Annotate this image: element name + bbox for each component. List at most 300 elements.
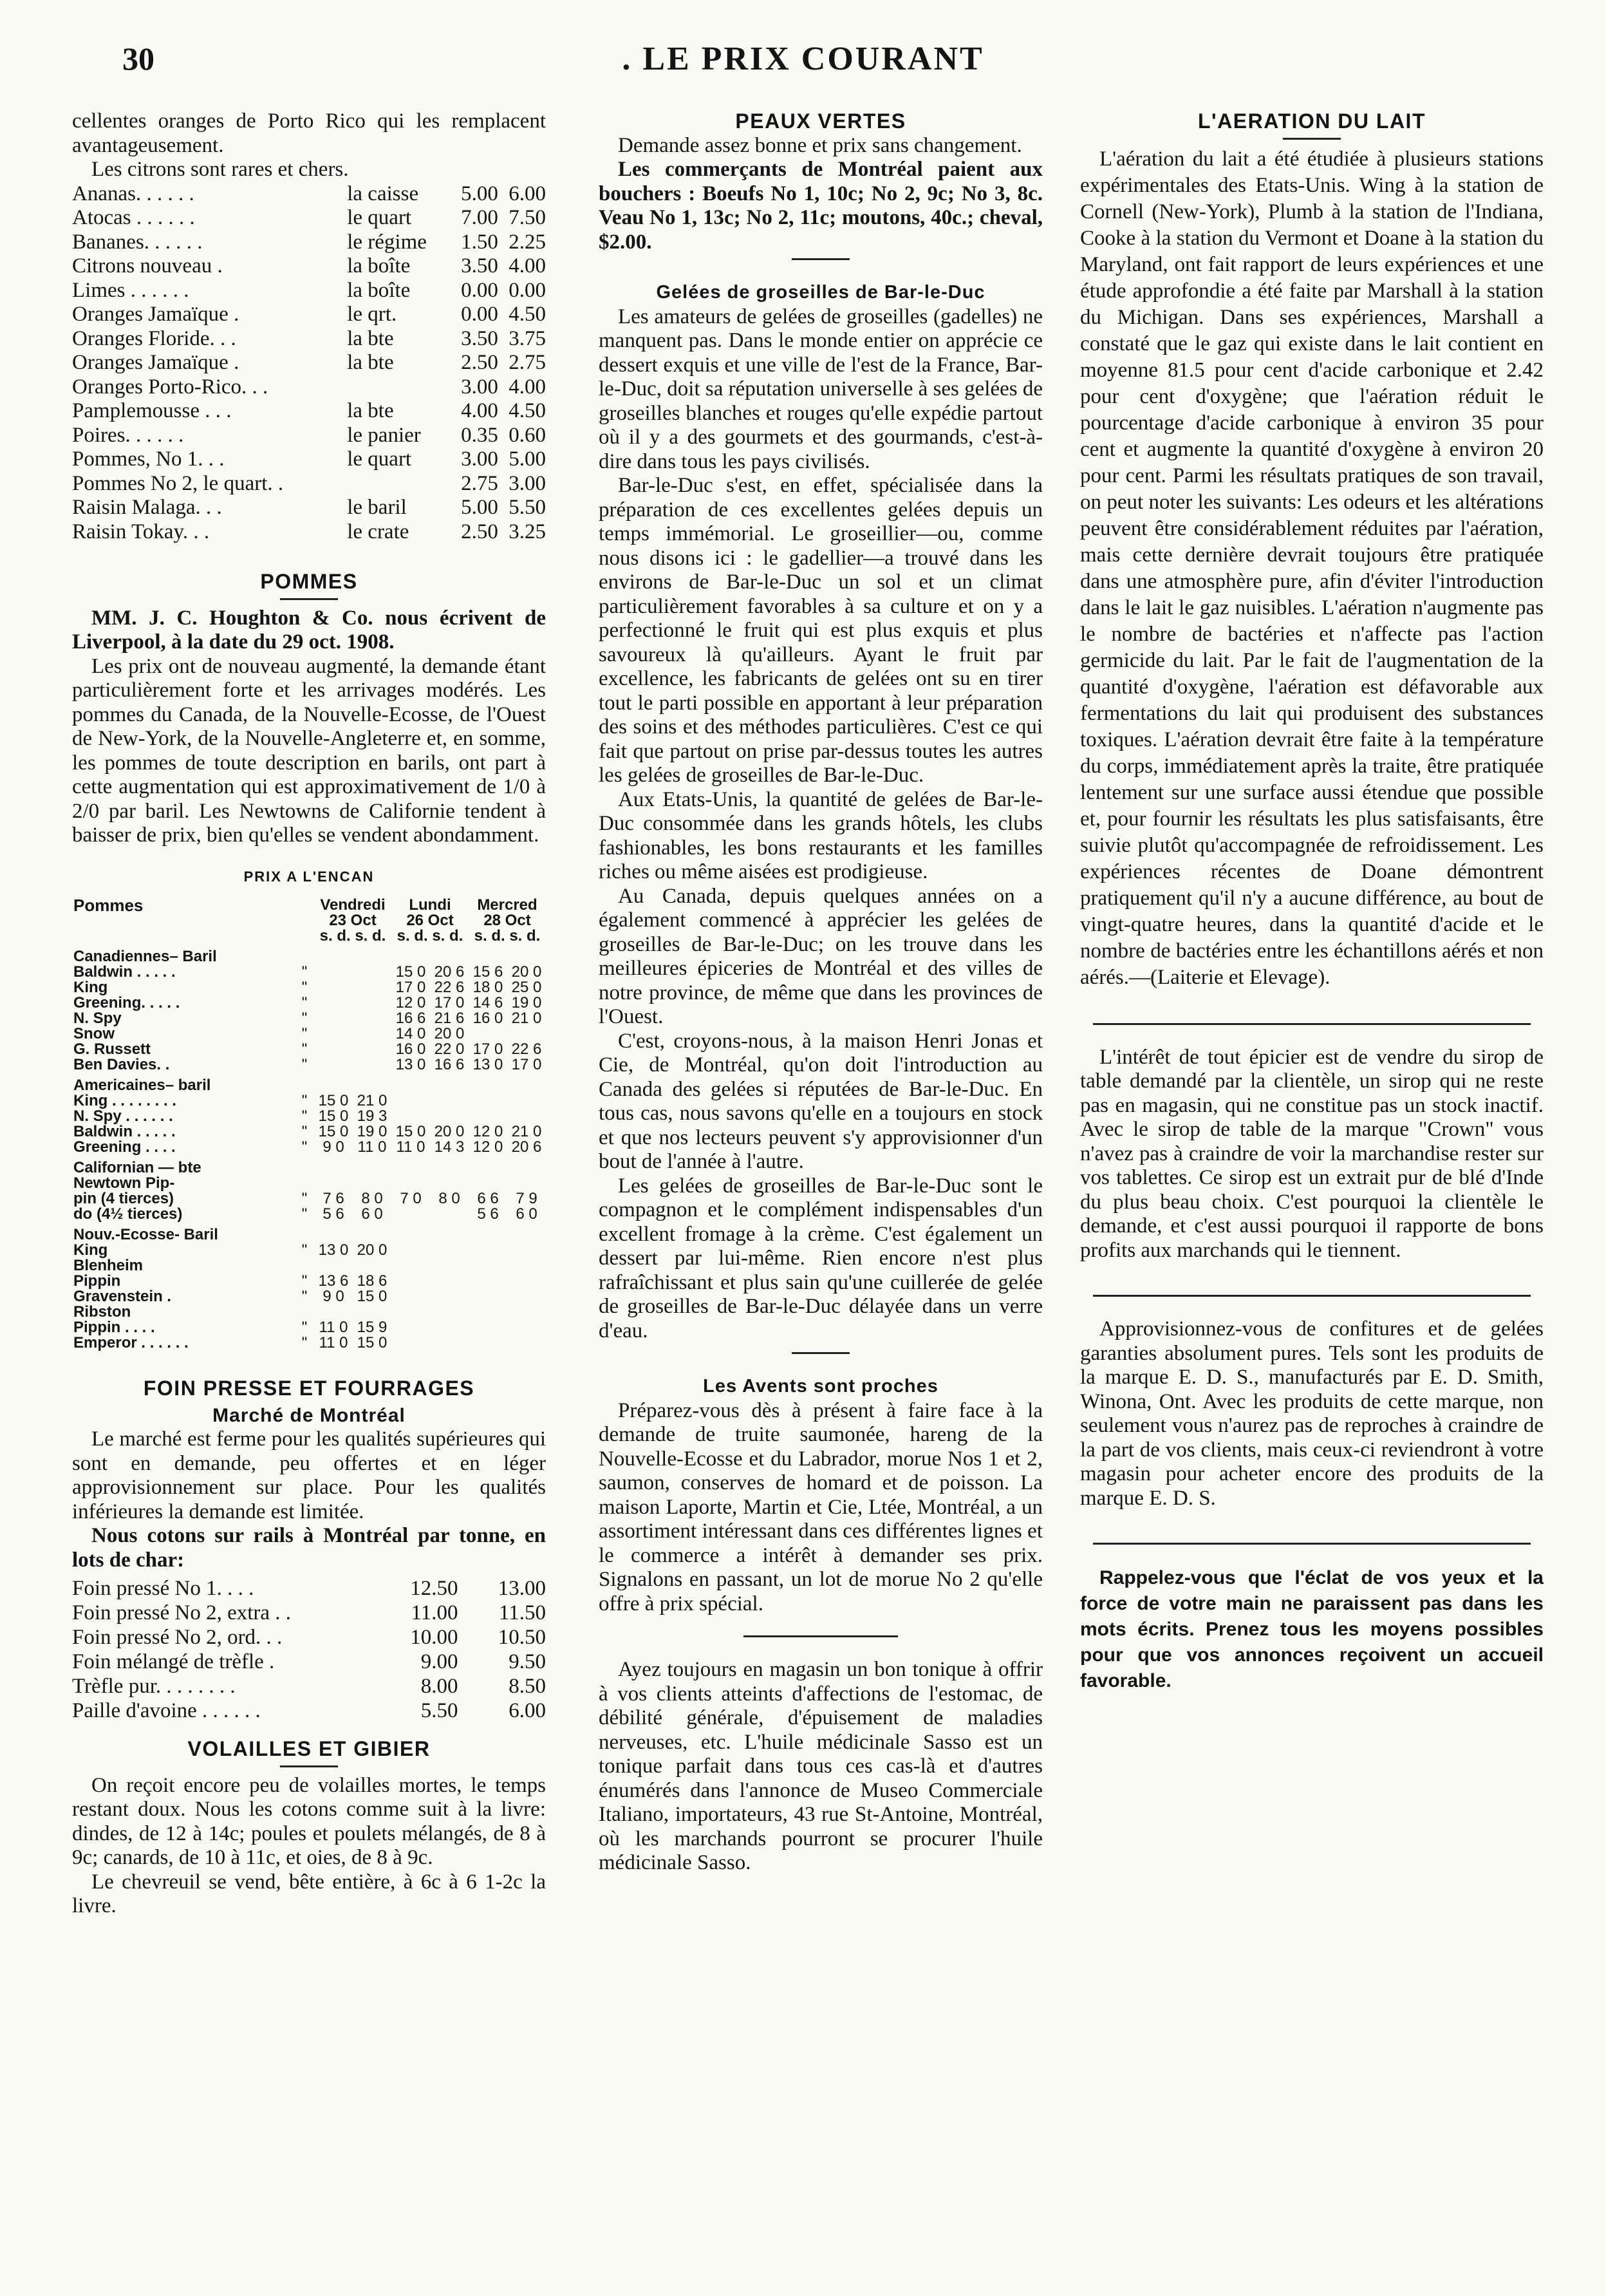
auction-price bbox=[507, 1109, 546, 1124]
fruit-name: Raisin Tokay. . . bbox=[72, 520, 210, 543]
spacer bbox=[72, 913, 295, 928]
foin-paragraph: Le marché est ferme pour les qualités supérieures qui sont en demande, peu offertes et en léger approvisionnement sur place. Pour les qualités inférieures la demande est limitée. bbox=[72, 1427, 546, 1523]
foin-name: Foin pressé No 1. . . . bbox=[72, 1577, 254, 1600]
table-row bbox=[72, 1274, 546, 1289]
avents-paragraph: Préparez-vous dès à présent à faire face à la demande de truite saumonée, hareng de la Nouvelle-Ecosse et du Labrador, morue Nos 1 et 2, saumon, conserves de homard et de poisson. La maison Laporte, Martin et Cie, Ltée, Montréal, a un assortiment intéressant dans ces différentes lignes et le commerce a intérêt à demander ses prix. Signalons en passant, un lot de morue No 2 qu'elle offre à prix spécial. bbox=[599, 1398, 1043, 1615]
price-low: 4.00 bbox=[461, 399, 498, 422]
gelees-paragraph: Au Canada, depuis quelques années on a également commencé à apprécier les gelées de groseilles de Bar-le-Duc; on les trouve dans les meilleures épiceries de Montréal et des villes de notre province, de même que dans les provinces de l'Ouest. bbox=[599, 884, 1043, 1028]
fruit-name: Pamplemousse . . . bbox=[72, 399, 232, 422]
ditto-mark: " bbox=[301, 979, 308, 996]
table-row bbox=[72, 1176, 546, 1191]
auction-price: 20 0 bbox=[434, 1025, 465, 1042]
page-title: . LE PRIX COURANT bbox=[622, 41, 984, 77]
auction-price: 5 6 bbox=[322, 1205, 344, 1223]
fruit-unit: la bte bbox=[347, 351, 394, 374]
auction-price: 15 0 bbox=[318, 1092, 349, 1109]
table-header-row bbox=[72, 928, 546, 944]
auction-price: 19 0 bbox=[357, 1123, 387, 1140]
auction-price bbox=[507, 1335, 546, 1351]
auction-price bbox=[314, 965, 353, 980]
ditto-mark: " bbox=[301, 1190, 308, 1207]
auction-price bbox=[469, 1274, 507, 1289]
price-low: 5.00 bbox=[461, 496, 498, 519]
ditto-mark: " bbox=[301, 1272, 308, 1290]
section-rule bbox=[1283, 138, 1341, 140]
auction-price-table bbox=[72, 898, 546, 1351]
price-low: 5.00 bbox=[461, 182, 498, 205]
column-header: Lundi bbox=[409, 896, 451, 914]
auction-price bbox=[430, 1289, 469, 1304]
table-row bbox=[72, 351, 546, 375]
table-row bbox=[72, 965, 546, 980]
page-header bbox=[0, 40, 1606, 85]
auction-price bbox=[507, 1243, 546, 1258]
auction-price: 15 0 bbox=[318, 1123, 349, 1140]
price-high: 0.60 bbox=[509, 423, 546, 447]
auction-price: 20 0 bbox=[357, 1241, 387, 1259]
auction-price: 12 0 bbox=[472, 1138, 503, 1156]
auction-price bbox=[314, 1042, 353, 1057]
auction-price: 21 0 bbox=[511, 1010, 542, 1027]
intro-paragraph: cellentes oranges de Porto Rico qui les remplacent avantageusement. bbox=[72, 109, 546, 157]
auction-price bbox=[507, 1176, 546, 1191]
price-low: 0.00 bbox=[461, 278, 498, 302]
auction-price bbox=[430, 1320, 469, 1335]
section-rule bbox=[743, 1635, 898, 1637]
auction-price: 15 0 bbox=[357, 1288, 387, 1305]
auction-price: 16 6 bbox=[434, 1056, 465, 1073]
auction-price: 21 0 bbox=[511, 1123, 542, 1140]
auction-price bbox=[353, 1258, 391, 1274]
foin-paragraph: Nous cotons sur rails à Montréal par tonne, en lots de char: bbox=[72, 1524, 546, 1572]
auction-price bbox=[469, 1304, 507, 1320]
avents-heading: Les Avents sont proches bbox=[703, 1376, 938, 1397]
price-low: 11.00 bbox=[411, 1601, 458, 1624]
apple-variety: Greening . . . . bbox=[73, 1138, 176, 1156]
volailles-paragraph: Le chevreuil se vend, bête entière, à 6c à 6 1-2c la livre. bbox=[72, 1870, 546, 1917]
column-unit: s. d. s. d. bbox=[319, 927, 386, 945]
gelees-heading: Gelées de groseilles de Bar-le-Duc bbox=[656, 282, 985, 303]
group-row bbox=[72, 1155, 546, 1176]
table-row bbox=[72, 1140, 546, 1155]
table-row bbox=[72, 231, 546, 255]
table-row bbox=[72, 1124, 546, 1140]
auction-price bbox=[430, 1304, 469, 1320]
auction-price bbox=[507, 1289, 546, 1304]
apple-variety: Baldwin . . . . . bbox=[73, 1123, 176, 1140]
section-rule bbox=[792, 1352, 850, 1354]
auction-price: 11 0 bbox=[396, 1138, 425, 1156]
auction-price bbox=[353, 1042, 391, 1057]
fruit-unit: le baril bbox=[347, 496, 407, 519]
pommes-paragraph: MM. J. C. Houghton & Co. nous écrivent de Liverpool, à la date du 29 oct. 1908. bbox=[72, 606, 546, 654]
table-row bbox=[72, 1625, 546, 1650]
auction-price bbox=[391, 1274, 430, 1289]
auction-price: 7 0 bbox=[400, 1190, 422, 1207]
sirop-paragraph: L'intérêt de tout épicier est de vendre du sirop de table demandé par la clientèle, un sirop qui ne reste pas en magasin, qui ne constitue pas un stock inactif. Avec le sirop de table de la marque "Crown" vous n'avez pas à craindre de voir la marchandise rester sur vos tablettes. Ce sirop est un extrait pur de blé d'Inde du plus beau choix. C'est pourquoi la clientèle le demande, et c'est aussi pourquoi il rapporte de bons profits aux marchands qui le tiennent. bbox=[1080, 1045, 1544, 1262]
apple-variety: G. Russett bbox=[73, 1040, 151, 1058]
fruit-name: Pommes No 2, le quart. . bbox=[72, 471, 284, 495]
auction-price: 15 9 bbox=[357, 1319, 387, 1336]
fruit-unit: le régime bbox=[347, 230, 427, 254]
auction-price: 20 0 bbox=[511, 963, 542, 981]
auction-price: 18 0 bbox=[472, 979, 503, 996]
ditto-mark: " bbox=[301, 1288, 308, 1305]
price-low: 3.00 bbox=[461, 375, 498, 399]
table-header-row bbox=[72, 898, 546, 913]
column-date: 26 Oct bbox=[406, 912, 454, 929]
price-low: 2.50 bbox=[461, 520, 498, 543]
auction-price bbox=[391, 1207, 430, 1222]
fruit-name: Oranges Jamaïque . bbox=[72, 303, 239, 326]
auction-price bbox=[353, 1057, 391, 1073]
price-high: 5.00 bbox=[509, 447, 546, 471]
section-rule bbox=[280, 1765, 338, 1767]
spacer bbox=[72, 928, 295, 944]
auction-price: 17 0 bbox=[511, 1056, 542, 1073]
auction-price bbox=[391, 1243, 430, 1258]
auction-price bbox=[430, 1176, 469, 1191]
section-rule bbox=[792, 258, 850, 260]
auction-price bbox=[430, 1109, 469, 1124]
apple-variety: do (4½ tierces) bbox=[73, 1205, 183, 1223]
auction-price bbox=[469, 1335, 507, 1351]
auction-price: 20 0 bbox=[434, 1123, 465, 1140]
table-row bbox=[72, 1191, 546, 1207]
spacer bbox=[295, 898, 314, 913]
auction-price bbox=[430, 1335, 469, 1351]
foin-subheading: Marché de Montréal bbox=[212, 1404, 406, 1426]
ditto-mark: " bbox=[301, 1040, 308, 1058]
table-row bbox=[72, 995, 546, 1011]
table-row bbox=[72, 206, 546, 231]
column-1 bbox=[72, 109, 546, 1919]
price-low: 3.50 bbox=[461, 326, 498, 350]
fruit-name: Oranges Floride. . . bbox=[72, 326, 236, 350]
peaux-heading: PEAUX VERTES bbox=[735, 109, 906, 133]
section-rule bbox=[1093, 1023, 1531, 1025]
fruit-unit: le quart bbox=[347, 447, 412, 471]
auction-price: 20 6 bbox=[511, 1138, 542, 1156]
price-high: 3.00 bbox=[509, 471, 546, 495]
pommes-paragraph: Les prix ont de nouveau augmenté, la demande étant particulièrement forte et les arrivages modérés. Les pommes du Canada, de la Nouvelle-Ecosse, de l'Ouest de New-York, de la Nouvelle-Angleterre et, en somme, les pommes de toute description en barils, ont part à cette augmentation qui est approximativement de 1/0 à 2/0 par baril. Les Newtowns de Californie tendent à baisser de prix, bien qu'elles se vendent abondamment. bbox=[72, 654, 546, 847]
apple-variety: Pippin . . . . bbox=[73, 1319, 155, 1336]
table-row bbox=[72, 1601, 546, 1625]
apple-variety: King bbox=[73, 1241, 108, 1259]
auction-price: 13 0 bbox=[472, 1056, 503, 1073]
price-high: 4.00 bbox=[509, 375, 546, 399]
auction-price: 15 0 bbox=[318, 1107, 349, 1125]
fruit-price-table bbox=[72, 182, 546, 545]
table-row bbox=[72, 399, 546, 424]
table-row bbox=[72, 1207, 546, 1222]
auction-price bbox=[314, 1026, 353, 1042]
auction-price: 11 0 bbox=[357, 1138, 387, 1156]
auction-price bbox=[507, 1258, 546, 1274]
table-row bbox=[72, 327, 546, 352]
price-low: 5.50 bbox=[420, 1699, 458, 1722]
column-unit: s. d. s. d. bbox=[397, 927, 463, 945]
auction-price bbox=[391, 1109, 430, 1124]
auction-price bbox=[469, 1289, 507, 1304]
auction-price bbox=[430, 1274, 469, 1289]
auction-price: 15 0 bbox=[395, 1123, 426, 1140]
foin-name: Foin pressé No 2, extra . . bbox=[72, 1601, 292, 1624]
auction-price bbox=[430, 1207, 469, 1222]
auction-price: 17 0 bbox=[395, 979, 426, 996]
auction-price bbox=[314, 1304, 353, 1320]
auction-price bbox=[469, 1093, 507, 1109]
section-rule bbox=[1093, 1295, 1531, 1297]
auction-price bbox=[430, 1243, 469, 1258]
column-header: Vendredi bbox=[320, 896, 386, 914]
price-low: 1.50 bbox=[461, 230, 498, 254]
column-header: Pommes bbox=[73, 896, 144, 915]
auction-price bbox=[391, 1093, 430, 1109]
auction-price bbox=[314, 980, 353, 995]
group-title: Canadiennes– Baril bbox=[73, 948, 217, 965]
price-high: 9.50 bbox=[509, 1650, 546, 1673]
auction-price: 22 6 bbox=[434, 979, 465, 996]
aeration-paragraph: L'aération du lait a été étudiée à plusieurs stations expérimentales des Etats-Unis. Wing à la station de Cornell (New-York), Plumb à la station de l'Indiana, Cooke à la station du Vermont et Doane à la station du Maryland, ont fait rapport de leurs expériences et une étude approfondie a été faite par Marshall à la station du Michigan. Dans ses expériences, Marshall a constaté que le gaz qui existe dans le lait contient en moyenne 81.5 pour cent d'acide carbonique et 2.42 pour cent d'oxygène; que l'aération réduit le pourcentage d'acide carbonique à environ 35 pour cent et augmente la quantité d'oxygène à environ 20 pour cent. Parmi les résultats pratiques de son travail, on peut noter les suivants: Les odeurs et les altérations peuvent être considérablement réduites par l'aération, mais cette dernière devrait toujours être pratiquée dans une atmosphère pure, afin d'éviter l'introduction dans le lait le gaz nuisibles. L'aération n'augmente pas le nombre de bactéries et n'affecte pas l'action germicide du lait. Par le fait de l'augmentation de la quantité d'oxygène, l'aération est défavorable aux fermentations du lait qui produisent des substances toxiques. L'aération devrait être faite à la température du corps, immédiatement après la traite, être pratiquée lentement sur une surface aussi étendue que possible et, pour fournir les résultats les plus satisfaisants, être suivie plutôt qu'accompagnée de refroidissement. Les expériences récentes de Doane démontrent pratiquement qu'il n'y a aucune différence, au bout de vingt-quatre heures, dans la quantité d'acide et le nombre de bactéries entre les échantillons aérés et non aérés.—(Laiterie et Elevage). bbox=[1080, 147, 1544, 989]
foin-name: Trèfle pur. . . . . . . . bbox=[72, 1675, 236, 1698]
price-high: 0.00 bbox=[509, 278, 546, 302]
price-high: 2.75 bbox=[509, 351, 546, 374]
spacer bbox=[295, 928, 314, 944]
fruit-unit: le qrt. bbox=[347, 303, 397, 326]
apple-variety: Blenheim bbox=[73, 1257, 144, 1274]
table-row bbox=[72, 1057, 546, 1073]
pommes-heading: POMMES bbox=[260, 570, 358, 593]
auction-price bbox=[391, 1304, 430, 1320]
auction-price bbox=[507, 1026, 546, 1042]
auction-price: 11 0 bbox=[319, 1334, 348, 1351]
fruit-unit bbox=[343, 472, 450, 496]
foin-name: Foin mélangé de trèfle . bbox=[72, 1650, 275, 1673]
ditto-mark: " bbox=[301, 1319, 308, 1336]
auction-price: 20 6 bbox=[434, 963, 465, 981]
final-notice: Rappelez-vous que l'éclat de vos yeux et la force de votre main ne paraissent pas dans les mots écrits. Prenez tous les moyens possibles pour que vos annonces reçoivent un accueil favorable. bbox=[1080, 1567, 1544, 1691]
ditto-mark: " bbox=[301, 1123, 308, 1140]
auction-price: 6 0 bbox=[361, 1205, 383, 1223]
auction-price bbox=[353, 1011, 391, 1026]
ditto-mark bbox=[295, 1176, 314, 1191]
fruit-unit: la caisse bbox=[347, 182, 419, 205]
auction-price: 14 0 bbox=[395, 1025, 426, 1042]
fruit-name: Poires. . . . . . bbox=[72, 423, 184, 447]
auction-price: 22 6 bbox=[511, 1040, 542, 1058]
ditto-mark: " bbox=[301, 1056, 308, 1073]
apple-variety: Ben Davies. . bbox=[73, 1056, 170, 1073]
table-row bbox=[72, 1258, 546, 1274]
ditto-mark bbox=[295, 1258, 314, 1274]
auction-price bbox=[353, 980, 391, 995]
auction-price: 9 0 bbox=[322, 1288, 344, 1305]
price-high: 4.00 bbox=[509, 254, 546, 278]
auction-price: 15 0 bbox=[357, 1334, 387, 1351]
auction-price bbox=[391, 1289, 430, 1304]
apple-variety: King bbox=[73, 979, 108, 996]
fruit-name: Oranges Porto-Rico. . . bbox=[72, 375, 268, 399]
auction-price: 15 6 bbox=[472, 963, 503, 981]
auction-price: 25 0 bbox=[511, 979, 542, 996]
price-low: 7.00 bbox=[461, 206, 498, 229]
price-low: 2.75 bbox=[461, 471, 498, 495]
table-row bbox=[72, 496, 546, 520]
auction-price bbox=[469, 1258, 507, 1274]
apple-variety: King . . . . . . . . bbox=[73, 1092, 177, 1109]
column-header: Mercred bbox=[477, 896, 537, 914]
fruit-unit: le panier bbox=[347, 423, 421, 447]
auction-price bbox=[507, 1093, 546, 1109]
auction-price bbox=[353, 995, 391, 1011]
auction-price bbox=[314, 1057, 353, 1073]
auction-price bbox=[353, 1176, 391, 1191]
ditto-mark: " bbox=[301, 1334, 308, 1351]
auction-price: 14 3 bbox=[434, 1138, 465, 1156]
table-row bbox=[72, 1320, 546, 1335]
apple-variety: N. Spy . . . . . . bbox=[73, 1107, 173, 1125]
encan-heading: PRIX A L'ENCAN bbox=[243, 868, 375, 885]
table-row bbox=[72, 279, 546, 303]
price-low: 12.50 bbox=[410, 1577, 458, 1600]
table-row bbox=[72, 447, 546, 472]
ditto-mark: " bbox=[301, 1138, 308, 1156]
fruit-name: Oranges Jamaïque . bbox=[72, 351, 239, 374]
auction-price bbox=[314, 995, 353, 1011]
table-row bbox=[72, 254, 546, 279]
auction-price: 6 6 bbox=[477, 1190, 499, 1207]
fruit-unit bbox=[343, 375, 450, 400]
auction-price: 17 0 bbox=[434, 994, 465, 1012]
auction-price: 8 0 bbox=[438, 1190, 460, 1207]
price-high: 11.50 bbox=[498, 1601, 546, 1624]
auction-price: 19 3 bbox=[357, 1107, 387, 1125]
auction-price: 13 0 bbox=[395, 1056, 426, 1073]
auction-price: 9 0 bbox=[322, 1138, 344, 1156]
apple-variety: Pippin bbox=[73, 1272, 121, 1290]
column-unit: s. d. s. d. bbox=[474, 927, 541, 945]
apple-variety: Snow bbox=[73, 1025, 115, 1042]
auction-price bbox=[314, 1258, 353, 1274]
volailles-paragraph: On reçoit encore peu de volailles mortes, le temps restant doux. Nous les cotons comme suit à la livre: dindes, de 12 à 14c; poules et poulets mélangés, de 8 à 9c; canards, de 10 à 11c, et oies, de 8 à 9c. bbox=[72, 1773, 546, 1869]
aeration-heading: L'AERATION DU LAIT bbox=[1198, 109, 1426, 133]
price-high: 6.00 bbox=[509, 1699, 546, 1722]
ditto-mark: " bbox=[301, 1010, 308, 1027]
fruit-unit: la boîte bbox=[347, 254, 411, 278]
volailles-heading: VOLAILLES ET GIBIER bbox=[187, 1737, 431, 1760]
auction-price bbox=[507, 1304, 546, 1320]
table-row bbox=[72, 1576, 546, 1601]
ditto-mark: " bbox=[301, 1205, 308, 1223]
ditto-mark: " bbox=[301, 994, 308, 1012]
table-row bbox=[72, 1093, 546, 1109]
foin-price-table bbox=[72, 1576, 546, 1723]
ditto-mark bbox=[295, 1304, 314, 1320]
price-high: 2.25 bbox=[509, 230, 546, 254]
auction-price: 13 0 bbox=[318, 1241, 349, 1259]
price-high: 6.00 bbox=[509, 182, 546, 205]
auction-price bbox=[353, 1026, 391, 1042]
group-title: Americaines– baril bbox=[73, 1077, 211, 1094]
auction-price bbox=[391, 1320, 430, 1335]
auction-price: 18 6 bbox=[357, 1272, 387, 1290]
auction-price: 16 0 bbox=[472, 1010, 503, 1027]
gelees-paragraph: Les amateurs de gelées de groseilles (gadelles) ne manquent pas. Dans le monde entier on apprécie ce dessert exquis et une ville de l'est de la France, Bar-le-Duc, doit sa réputation universelle à ses gelées de groseilles blanches et rouges qu'elle expédie partout où il y a des gourmets et des gourmands, c'est-à-dire dans tous les pays civilisés. bbox=[599, 305, 1043, 473]
auction-price bbox=[469, 1176, 507, 1191]
column-3 bbox=[1080, 109, 1544, 1694]
table-row bbox=[72, 182, 546, 207]
table-header-row bbox=[72, 913, 546, 928]
group-row bbox=[72, 1222, 546, 1243]
price-high: 3.25 bbox=[509, 520, 546, 543]
fruit-name: Bananes. . . . . . bbox=[72, 230, 203, 254]
auction-price bbox=[314, 1011, 353, 1026]
auction-price: 17 0 bbox=[472, 1040, 503, 1058]
auction-price bbox=[314, 1176, 353, 1191]
table-row bbox=[72, 1650, 546, 1674]
auction-price: 16 0 bbox=[395, 1040, 426, 1058]
table-row bbox=[72, 1011, 546, 1026]
peaux-paragraph: Demande assez bonne et prix sans changement. bbox=[618, 133, 1022, 157]
auction-price: 7 6 bbox=[322, 1190, 344, 1207]
apple-variety: Ribston bbox=[73, 1303, 131, 1321]
price-high: 5.50 bbox=[509, 496, 546, 519]
group-row bbox=[72, 1073, 546, 1093]
auction-price: 21 6 bbox=[434, 1010, 465, 1027]
fruit-name: Pommes, No 1. . . bbox=[72, 447, 225, 471]
price-low: 9.00 bbox=[420, 1650, 458, 1673]
table-row bbox=[72, 1042, 546, 1057]
auction-price bbox=[507, 1320, 546, 1335]
auction-price bbox=[469, 1320, 507, 1335]
fruit-name: Atocas . . . . . . bbox=[72, 206, 195, 229]
auction-price: 12 0 bbox=[395, 994, 426, 1012]
column-date: 28 Oct bbox=[483, 912, 531, 929]
confitures-paragraph: Approvisionnez-vous de confitures et de gelées garanties absolument pures. Tels sont les produits de la marque E. D. S., manufacturés par E. D. Smith, Winona, Ont. Avec les produits de cette marque, non seulement vous n'aurez pas de reproches à craindre de la part de vos clients, mais ceux-ci reviendront à votre magasin pour acheter encore des produits de la marque E. D. S. bbox=[1080, 1317, 1544, 1510]
price-high: 8.50 bbox=[509, 1675, 546, 1698]
table-row bbox=[72, 1674, 546, 1698]
ditto-mark: " bbox=[301, 1025, 308, 1042]
page-number: 30 bbox=[122, 41, 154, 77]
apple-variety: N. Spy bbox=[73, 1010, 122, 1027]
price-low: 2.50 bbox=[461, 351, 498, 374]
price-low: 3.00 bbox=[461, 447, 498, 471]
apple-variety: Newtown Pip- bbox=[73, 1174, 175, 1192]
price-high: 7.50 bbox=[509, 206, 546, 229]
fruit-unit: la bte bbox=[347, 326, 394, 350]
fruit-unit: la boîte bbox=[347, 278, 411, 302]
apple-variety: Baldwin . . . . . bbox=[73, 963, 176, 981]
table-row bbox=[72, 1335, 546, 1351]
price-low: 10.00 bbox=[410, 1626, 458, 1649]
auction-price: 16 6 bbox=[395, 1010, 426, 1027]
table-row bbox=[72, 1304, 546, 1320]
auction-price: 21 0 bbox=[357, 1092, 387, 1109]
auction-price bbox=[353, 965, 391, 980]
table-row bbox=[72, 424, 546, 448]
group-title: Californian — bte bbox=[73, 1159, 201, 1176]
auction-price: 15 0 bbox=[395, 963, 426, 981]
ditto-mark: " bbox=[301, 1241, 308, 1259]
table-row bbox=[72, 375, 546, 400]
auction-price bbox=[430, 1093, 469, 1109]
auction-price bbox=[507, 1274, 546, 1289]
ditto-mark: " bbox=[301, 1092, 308, 1109]
spacer bbox=[295, 913, 314, 928]
table-row bbox=[72, 1698, 546, 1723]
fruit-unit: la bte bbox=[347, 399, 394, 422]
